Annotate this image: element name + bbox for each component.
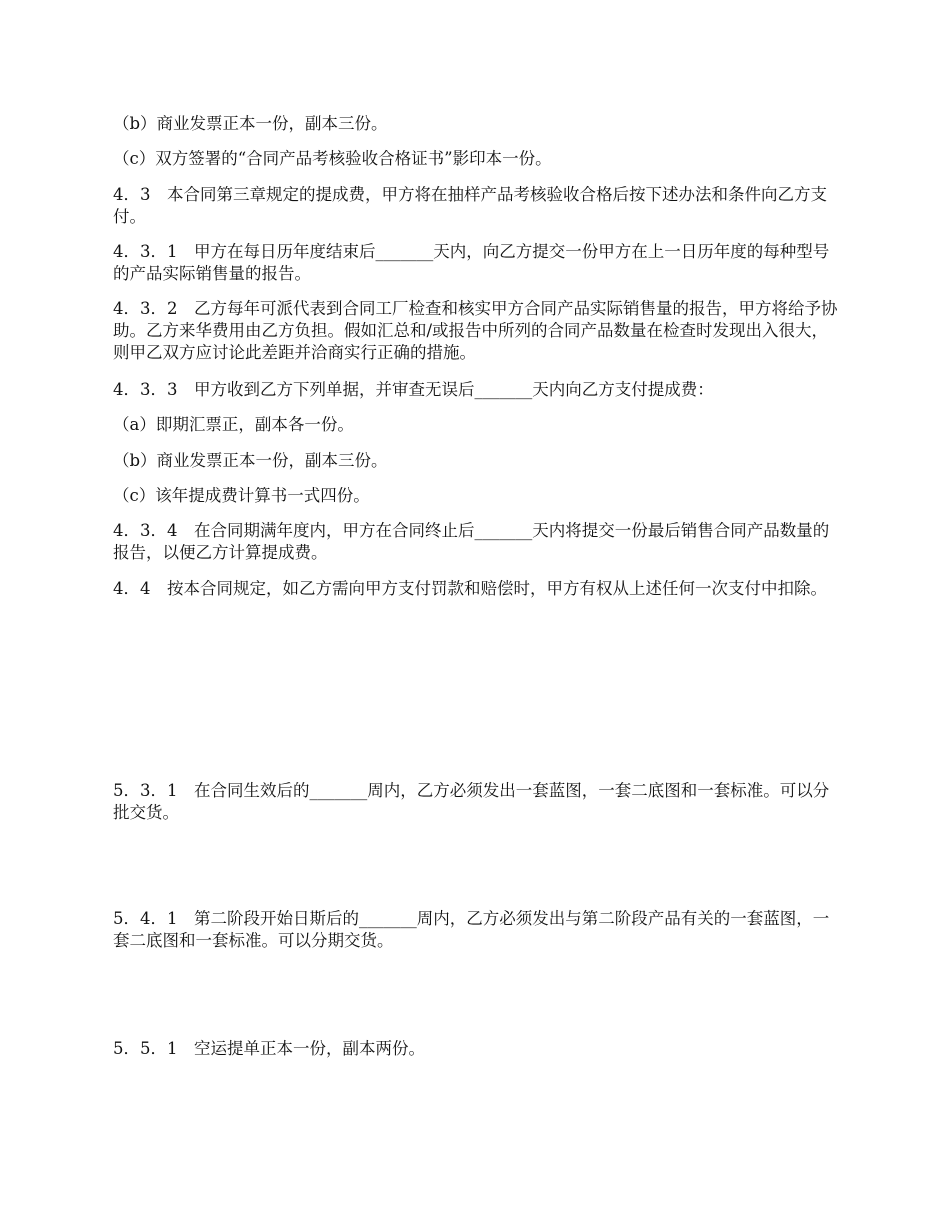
paragraph-c-royalty-statement: （c）该年提成费计算书一式四份。 bbox=[113, 486, 370, 505]
paragraph-c-certificate-copy: （c）双方签署的“合同产品考核验收合格证书”影印本一份。 bbox=[113, 149, 552, 168]
paragraph-4-3-1: 4．3．1 甲方在每日历年度结束后_______天内，向乙方提交一份甲方在上一日历年度的每种型号的产品实际销售量的报告。 bbox=[113, 242, 830, 283]
paragraph-b-commercial-invoice: （b）商业发票正本一份，副本三份。 bbox=[113, 114, 388, 133]
paragraph-4-3: 4．3 本合同第三章规定的提成费，甲方将在抽样产品考核验收合格后按下述办法和条件向乙方支付。 bbox=[113, 185, 827, 226]
paragraph-4-4: 4．4 按本合同规定，如乙方需向甲方支付罚款和赔偿时，甲方有权从上述任何一次支付中扣除。 bbox=[113, 579, 827, 598]
paragraph-4-3-4: 4．3．4 在合同期满年度内，甲方在合同终止后_______天内将提交一份最后销售合同产品数量的报告，以便乙方计算提成费。 bbox=[113, 521, 830, 562]
paragraph-4-3-2: 4．3．2 乙方每年可派代表到合同工厂检查和核实甲方合同产品实际销售量的报告，甲方将给予协助。乙方来华费用由乙方负担。假如汇总和/或报告中所列的合同产品数量在检查时发现出入很大，则甲乙双方应讨论此差距并洽商实行正确的措施。 bbox=[113, 299, 838, 362]
paragraph-5-5-1: 5．5．1 空运提单正本一份，副本两份。 bbox=[113, 1039, 425, 1058]
paragraph-5-4-1: 5．4．1 第二阶段开始日斯后的_______周内，乙方必须发出与第二阶段产品有关的一套蓝图，一套二底图和一套标准。可以分期交货。 bbox=[113, 909, 830, 950]
paragraph-5-3-1: 5．3．1 在合同生效后的_______周内，乙方必须发出一套蓝图，一套二底图和一套标准。可以分批交货。 bbox=[113, 781, 830, 822]
paragraph-a-draft: （a）即期汇票正，副本各一份。 bbox=[113, 415, 354, 434]
paragraph-b-commercial-invoice-2: （b）商业发票正本一份，副本三份。 bbox=[113, 451, 388, 470]
paragraph-4-3-3: 4．3．3 甲方收到乙方下列单据，并审查无误后_______天内向乙方支付提成费： bbox=[113, 380, 714, 399]
